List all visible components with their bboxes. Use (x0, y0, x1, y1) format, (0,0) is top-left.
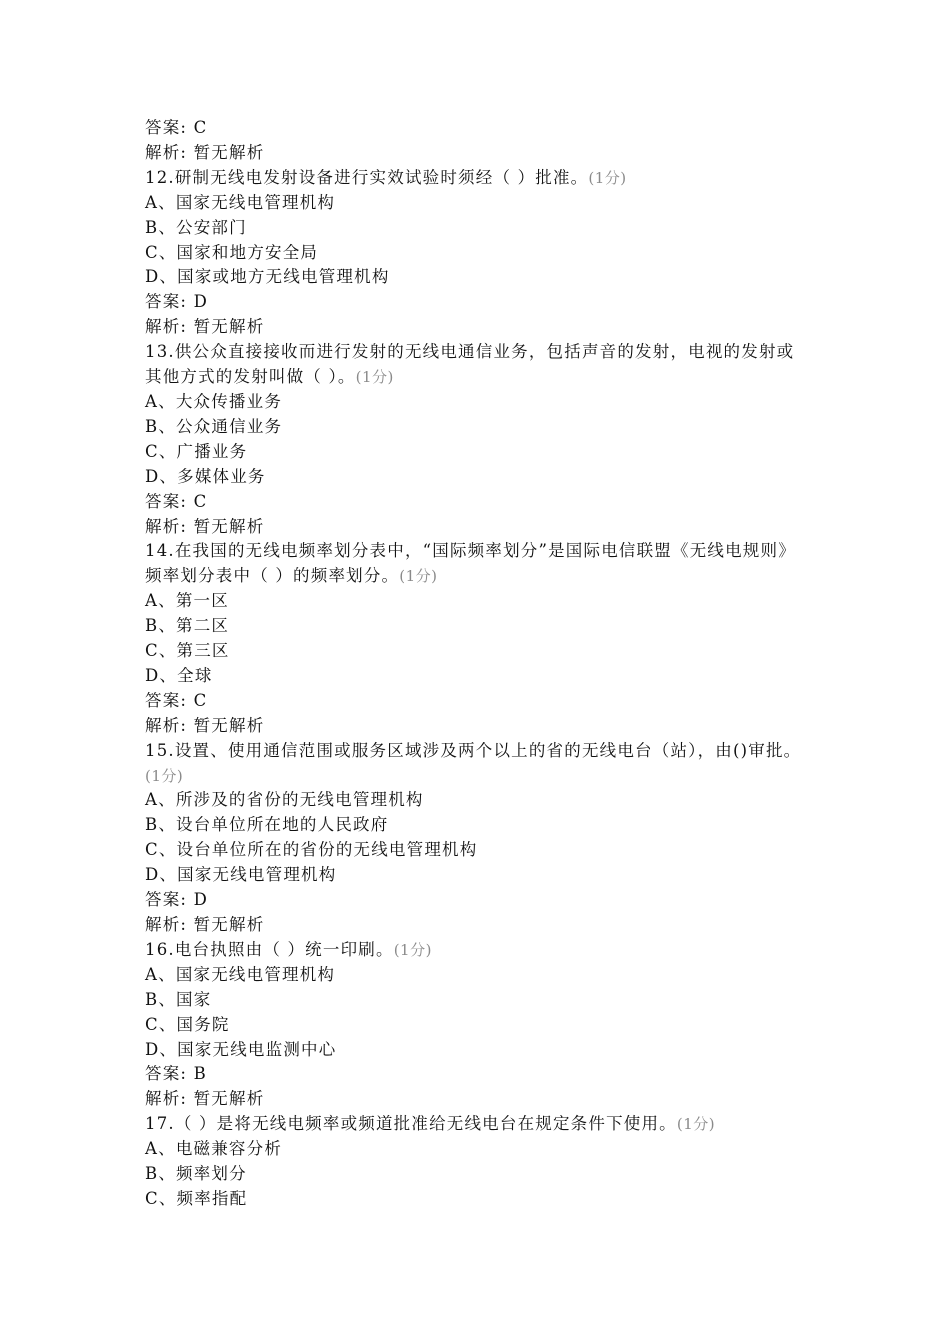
option-a: A、大众传播业务 (145, 391, 283, 411)
option-c: C、国务院 (145, 1014, 230, 1034)
option-c: C、广播业务 (145, 441, 248, 461)
question-text: 14.在我国的无线电频率划分表中，“国际频率划分”是国际电信联盟《无线电规则》频率划分表中（ ）的频率划分。 (145, 541, 796, 586)
option-b: B、第二区 (145, 616, 230, 636)
option-a: A、国家无线电管理机构 (145, 964, 336, 984)
option-b: B、设台单位所在地的人民政府 (145, 815, 389, 835)
option-a: A、第一区 (145, 591, 229, 611)
option-d: D、国家无线电监测中心 (145, 1039, 337, 1059)
option-c: C、第三区 (145, 641, 230, 661)
analysis-line: 解析: 暂无解析 (145, 715, 265, 735)
answer-line: 答案: D (145, 890, 209, 910)
option-a: A、所涉及的省份的无线电管理机构 (145, 790, 424, 810)
question-stem (145, 938, 810, 963)
answer-line: 答案: C (145, 491, 208, 511)
question-text: 17.（ ）是将无线电频率或频道批准给无线电台在规定条件下使用。 (145, 1114, 677, 1134)
analysis-line: 解析: 暂无解析 (145, 516, 265, 536)
option-d: D、全球 (145, 665, 213, 685)
option-a: A、国家无线电管理机构 (145, 192, 336, 212)
option-c: C、频率指配 (145, 1188, 248, 1208)
option-b: B、国家 (145, 989, 212, 1009)
option-d: D、国家无线电管理机构 (145, 865, 337, 885)
question-score: (1分) (676, 1115, 716, 1134)
question-stem (145, 739, 810, 789)
analysis-line: 解析: 暂无解析 (145, 1089, 265, 1109)
question-score: (1分) (393, 940, 432, 959)
question-text: 13.供公众直接接收而进行发射的无线电通信业务，包括声音的发射，电视的发射或其他方式的发射叫做（ ）。 (145, 342, 795, 387)
question-stem (145, 539, 810, 589)
option-b: B、公安部门 (145, 217, 247, 237)
option-a: A、电磁兼容分析 (145, 1139, 283, 1159)
question-stem (145, 340, 810, 390)
question-stem (145, 166, 810, 191)
question-score: (1分) (355, 368, 394, 387)
analysis-line: 解析: 暂无解析 (145, 142, 265, 162)
option-d: D、多媒体业务 (145, 466, 266, 486)
question-list (145, 116, 810, 1212)
option-d: D、国家或地方无线电管理机构 (145, 267, 390, 287)
question-stem (145, 1112, 810, 1137)
answer-line: 答案: D (145, 292, 209, 312)
option-c: C、设台单位所在的省份的无线电管理机构 (145, 840, 478, 860)
question-text: 16.电台执照由（ ）统一印刷。 (145, 939, 394, 959)
answer-line: 答案: C (145, 118, 208, 137)
question-text: 15.设置、使用通信范围或服务区域涉及两个以上的省的无线电台（站），由()审批。 (145, 740, 802, 760)
question-score: (1分) (145, 766, 184, 785)
option-b: B、公众通信业务 (145, 416, 283, 436)
answer-line: 答案: C (145, 690, 208, 710)
question-text: 12.研制无线电发射设备进行实效试验时须经（ ）批准。 (145, 167, 589, 187)
option-c: C、国家和地方安全局 (145, 242, 319, 262)
option-b: B、频率划分 (145, 1164, 247, 1184)
question-score: (1分) (399, 567, 438, 586)
analysis-line: 解析: 暂无解析 (145, 317, 265, 337)
analysis-line: 解析: 暂无解析 (145, 915, 265, 934)
answer-line: 答案: B (145, 1064, 207, 1084)
question-score: (1分) (588, 168, 627, 187)
